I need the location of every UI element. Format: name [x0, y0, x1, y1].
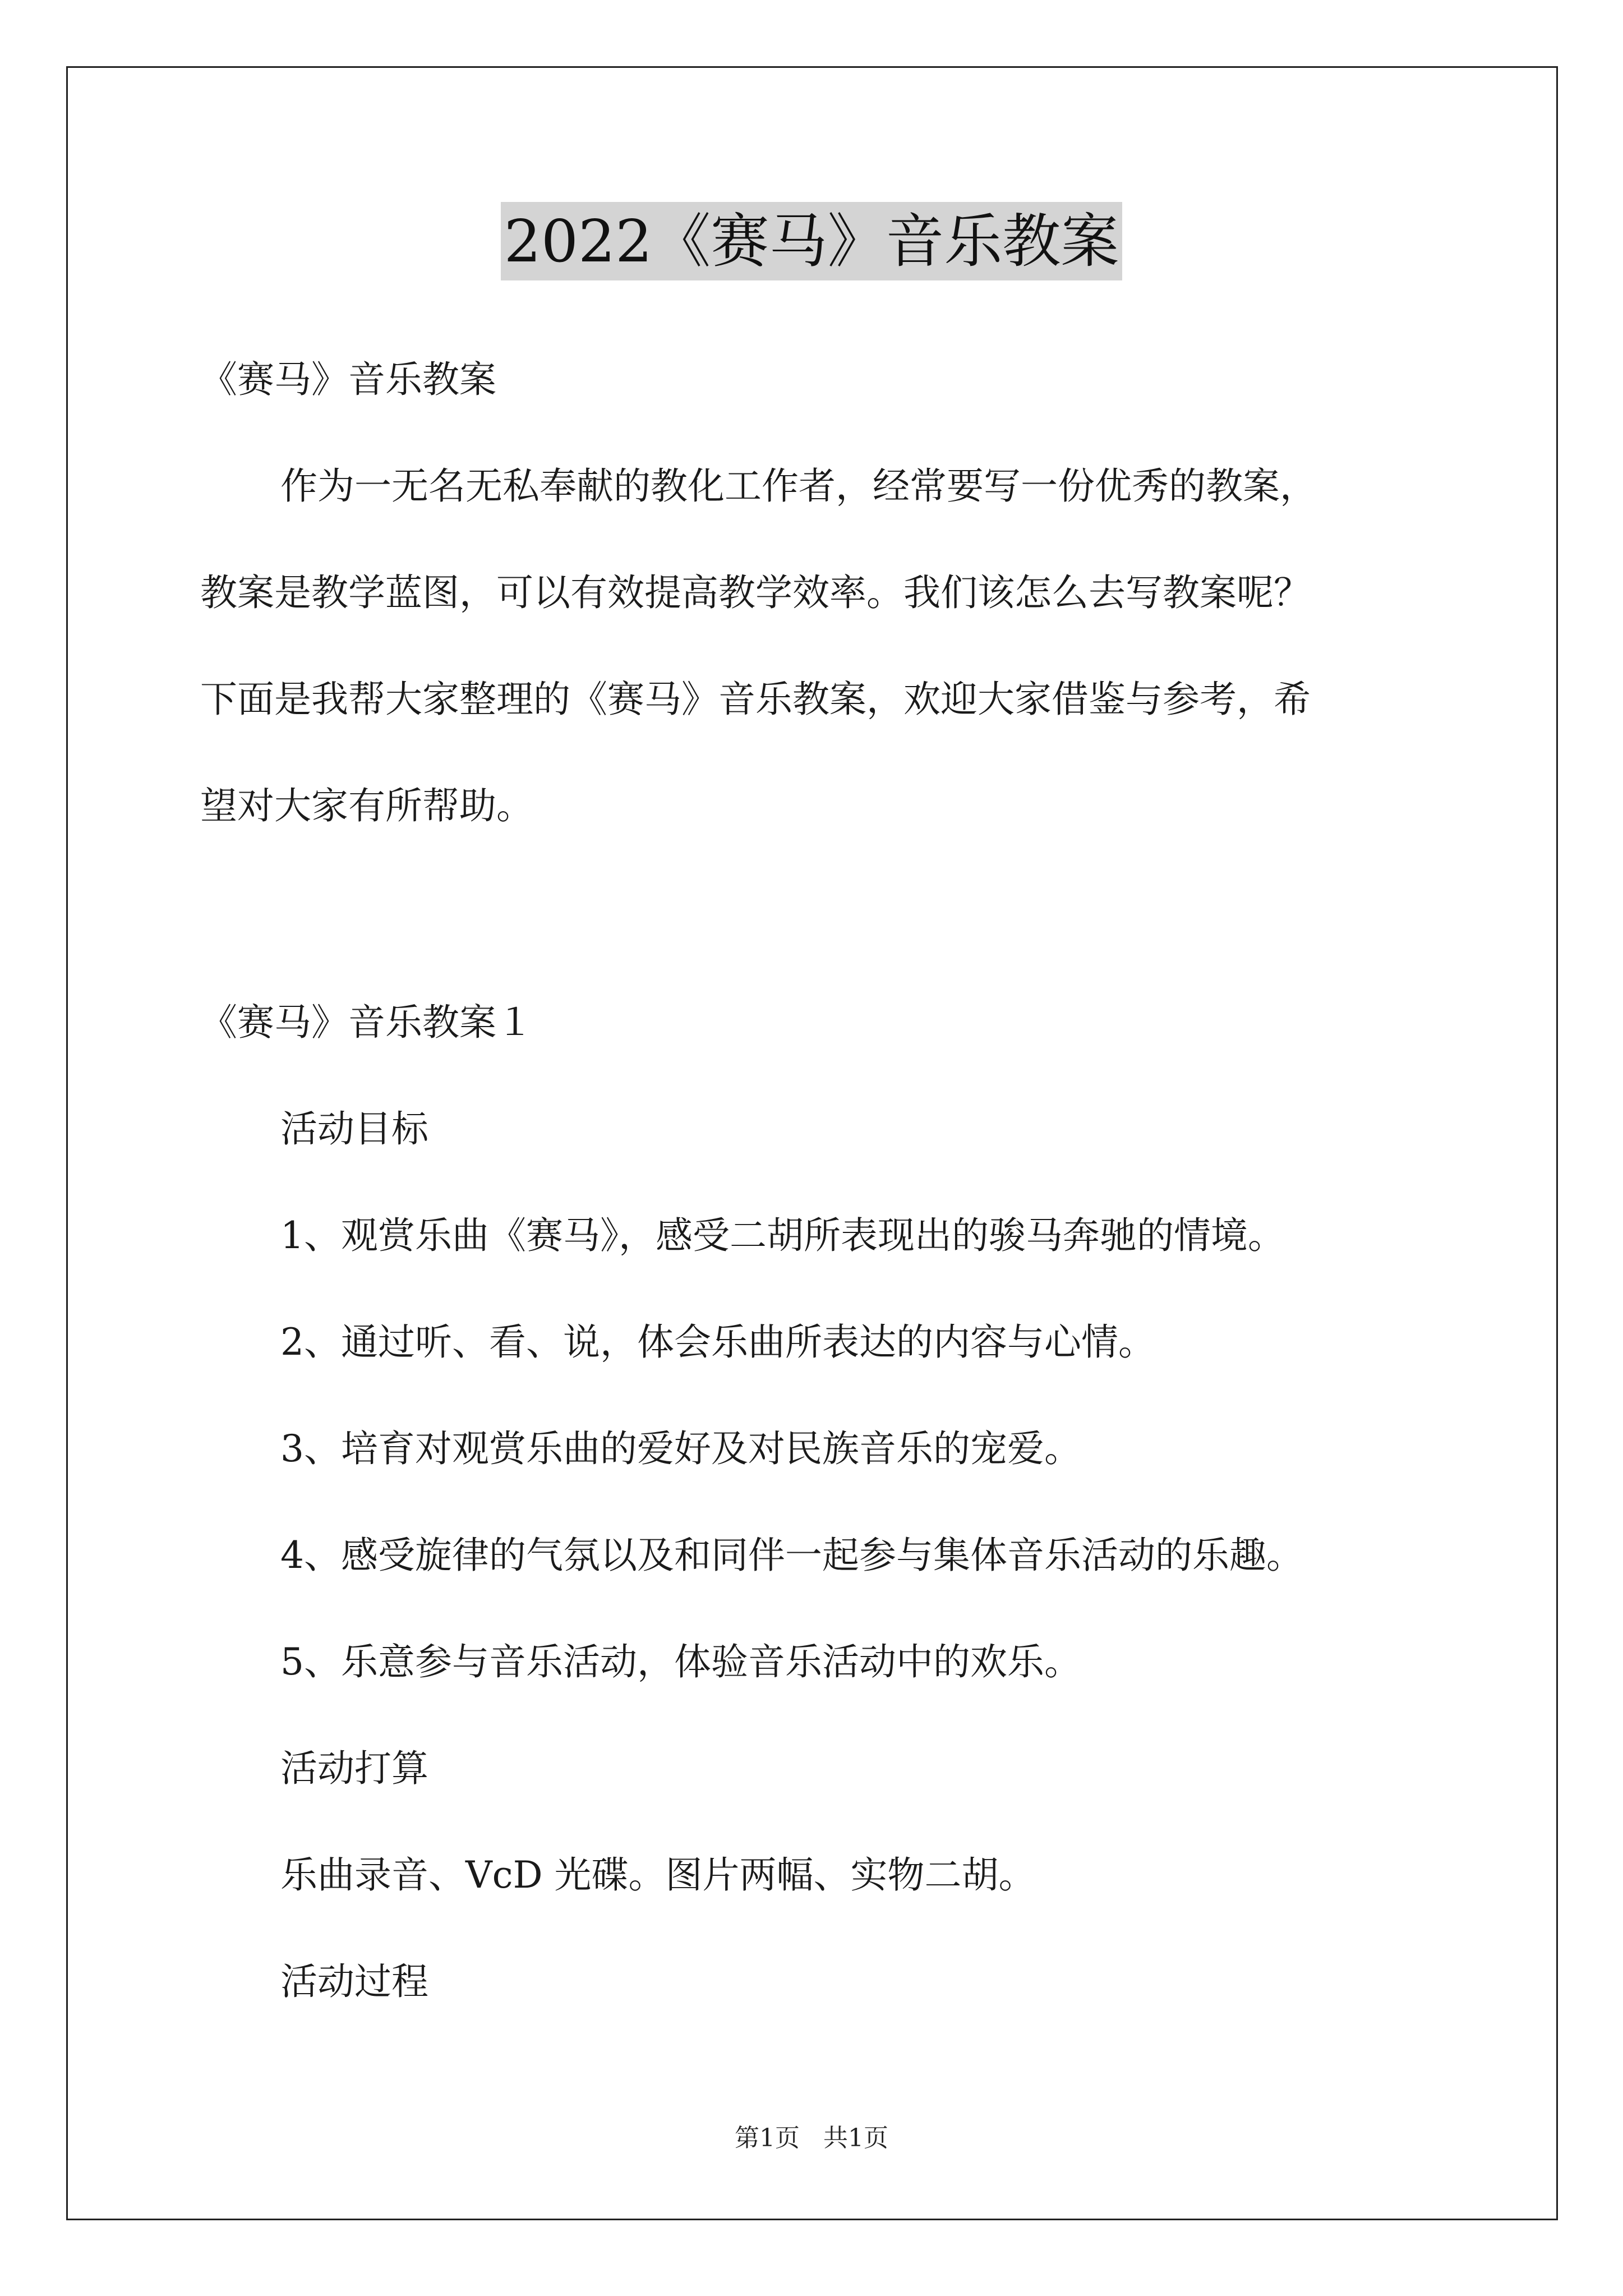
- title-container: [0, 202, 1623, 280]
- intro-line-1: 作为一无名无私奉献的教化工作者，经常要写一份优秀的教案，: [280, 464, 1317, 508]
- intro-line-3: 下面是我帮大家整理的《赛马》音乐教案，欢迎大家借鉴与参考，希: [200, 678, 1311, 721]
- intro-line-2: 教案是教学蓝图，可以有效提高教学效率。我们该怎么去写教案呢？: [200, 571, 1311, 614]
- prep-text: 乐曲录音、VcD 光碟。图片两幅、实物二胡。: [280, 1853, 1036, 1897]
- goal-item-1: 1、观赏乐曲《赛马》，感受二胡所表现出的骏马奔驰的情境。: [280, 1214, 1285, 1257]
- goal-item-4: 4、感受旋律的气氛以及和同伴一起参与集体音乐活动的乐趣。: [280, 1534, 1303, 1577]
- prep-heading: 活动打算: [280, 1747, 428, 1790]
- goals-heading: 活动目标: [280, 1107, 428, 1151]
- page-number-total: 共1页: [823, 2124, 888, 2152]
- goal-item-3: 3、培育对观赏乐曲的爱好及对民族音乐的宠爱。: [280, 1427, 1081, 1470]
- section-heading: 《赛马》音乐教案１: [200, 1001, 533, 1044]
- goal-item-2: 2、通过听、看、说，体会乐曲所表达的内容与心情。: [280, 1320, 1155, 1364]
- intro-line-4: 望对大家有所帮助。: [200, 784, 533, 827]
- page-number-current: 第1页: [735, 2124, 800, 2152]
- subtitle: 《赛马》音乐教案: [200, 358, 496, 401]
- process-heading: 活动过程: [280, 1960, 428, 2003]
- goal-item-5: 5、乐意参与音乐活动，体验音乐活动中的欢乐。: [280, 1640, 1081, 1683]
- page-footer: [0, 2122, 1623, 2155]
- document-title: 2022《赛马》音乐教案: [501, 202, 1123, 280]
